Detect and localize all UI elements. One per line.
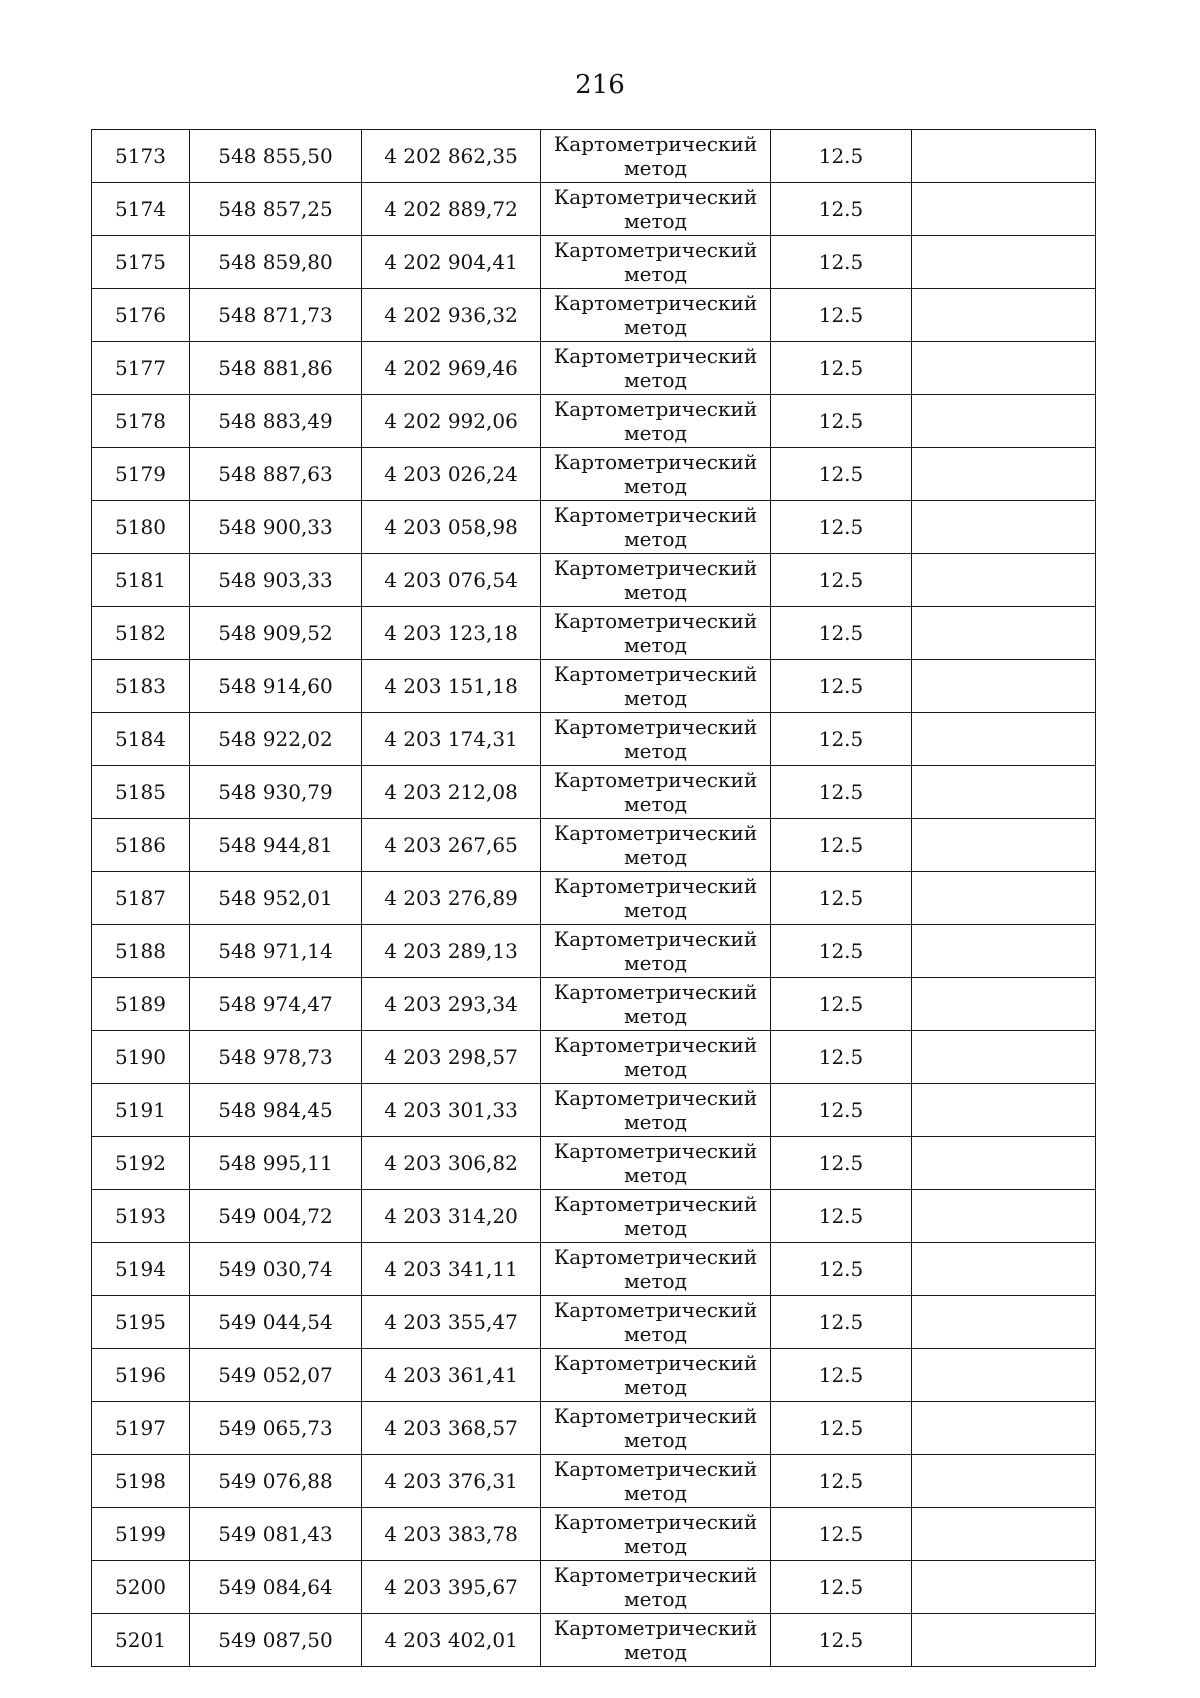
x-coordinate-cell: 549 076,88 xyxy=(190,1455,362,1508)
method-text-line1: Картометрический xyxy=(553,1457,758,1481)
y-coordinate-cell: 4 202 904,41 xyxy=(362,236,541,289)
empty-cell xyxy=(912,819,1096,872)
point-number-cell: 5174 xyxy=(92,183,190,236)
method-text-line1: Картометрический xyxy=(553,821,758,845)
method-text-line2: метод xyxy=(624,1216,687,1240)
point-number-cell: 5178 xyxy=(92,395,190,448)
method-text-line2: метод xyxy=(624,262,687,286)
method-text-line1: Картометрический xyxy=(553,1086,758,1110)
empty-cell xyxy=(912,1031,1096,1084)
method-text-line2: метод xyxy=(624,1481,687,1505)
empty-cell xyxy=(912,554,1096,607)
table-row xyxy=(92,1084,1096,1137)
point-number-cell: 5188 xyxy=(92,925,190,978)
method-cell xyxy=(541,1349,771,1402)
y-coordinate-cell: 4 203 123,18 xyxy=(362,607,541,660)
x-coordinate-cell: 548 944,81 xyxy=(190,819,362,872)
coordinates-table-body xyxy=(92,130,1096,1667)
method-cell xyxy=(541,925,771,978)
point-number-cell: 5184 xyxy=(92,713,190,766)
empty-cell xyxy=(912,501,1096,554)
precision-cell: 12.5 xyxy=(771,289,912,342)
empty-cell xyxy=(912,607,1096,660)
table-row xyxy=(92,766,1096,819)
y-coordinate-cell: 4 203 361,41 xyxy=(362,1349,541,1402)
method-text-line2: метод xyxy=(624,898,687,922)
x-coordinate-cell: 548 857,25 xyxy=(190,183,362,236)
method-cell xyxy=(541,1614,771,1667)
point-number-cell: 5182 xyxy=(92,607,190,660)
point-number-cell: 5201 xyxy=(92,1614,190,1667)
method-text-line1: Картометрический xyxy=(553,556,758,580)
point-number-cell: 5193 xyxy=(92,1190,190,1243)
table-row xyxy=(92,342,1096,395)
empty-cell xyxy=(912,978,1096,1031)
y-coordinate-cell: 4 203 026,24 xyxy=(362,448,541,501)
point-number-cell: 5195 xyxy=(92,1296,190,1349)
page-number: 216 xyxy=(575,70,625,100)
empty-cell xyxy=(912,1137,1096,1190)
method-text-line2: метод xyxy=(624,845,687,869)
x-coordinate-cell: 548 978,73 xyxy=(190,1031,362,1084)
method-text-line2: метод xyxy=(624,1428,687,1452)
point-number-cell: 5191 xyxy=(92,1084,190,1137)
method-cell xyxy=(541,713,771,766)
point-number-cell: 5186 xyxy=(92,819,190,872)
method-cell xyxy=(541,1296,771,1349)
method-text-line2: метод xyxy=(624,368,687,392)
table-row xyxy=(92,1614,1096,1667)
coordinates-table xyxy=(91,129,1096,1667)
y-coordinate-cell: 4 203 395,67 xyxy=(362,1561,541,1614)
x-coordinate-cell: 548 903,33 xyxy=(190,554,362,607)
method-cell xyxy=(541,554,771,607)
table-row xyxy=(92,713,1096,766)
table-row xyxy=(92,1349,1096,1402)
y-coordinate-cell: 4 203 212,08 xyxy=(362,766,541,819)
x-coordinate-cell: 549 004,72 xyxy=(190,1190,362,1243)
point-number-cell: 5177 xyxy=(92,342,190,395)
method-cell xyxy=(541,395,771,448)
precision-cell: 12.5 xyxy=(771,1402,912,1455)
method-text-line2: метод xyxy=(624,951,687,975)
method-cell xyxy=(541,1508,771,1561)
precision-cell: 12.5 xyxy=(771,766,912,819)
x-coordinate-cell: 548 930,79 xyxy=(190,766,362,819)
table-row xyxy=(92,607,1096,660)
y-coordinate-cell: 4 203 298,57 xyxy=(362,1031,541,1084)
method-text-line1: Картометрический xyxy=(553,1563,758,1587)
table-row xyxy=(92,1296,1096,1349)
precision-cell: 12.5 xyxy=(771,1137,912,1190)
table-row xyxy=(92,872,1096,925)
point-number-cell: 5192 xyxy=(92,1137,190,1190)
x-coordinate-cell: 549 065,73 xyxy=(190,1402,362,1455)
table-row xyxy=(92,660,1096,713)
table-row xyxy=(92,1190,1096,1243)
empty-cell xyxy=(912,236,1096,289)
y-coordinate-cell: 4 202 862,35 xyxy=(362,130,541,183)
point-number-cell: 5190 xyxy=(92,1031,190,1084)
table-row xyxy=(92,448,1096,501)
point-number-cell: 5183 xyxy=(92,660,190,713)
y-coordinate-cell: 4 203 383,78 xyxy=(362,1508,541,1561)
y-coordinate-cell: 4 202 969,46 xyxy=(362,342,541,395)
table-row xyxy=(92,1508,1096,1561)
table-row xyxy=(92,1137,1096,1190)
empty-cell xyxy=(912,1614,1096,1667)
x-coordinate-cell: 549 087,50 xyxy=(190,1614,362,1667)
method-cell xyxy=(541,342,771,395)
method-text-line1: Картометрический xyxy=(553,1192,758,1216)
precision-cell: 12.5 xyxy=(771,342,912,395)
method-text-line1: Картометрический xyxy=(553,185,758,209)
y-coordinate-cell: 4 203 301,33 xyxy=(362,1084,541,1137)
point-number-cell: 5181 xyxy=(92,554,190,607)
method-text-line1: Картометрический xyxy=(553,503,758,527)
table-row xyxy=(92,978,1096,1031)
y-coordinate-cell: 4 202 936,32 xyxy=(362,289,541,342)
point-number-cell: 5198 xyxy=(92,1455,190,1508)
x-coordinate-cell: 548 859,80 xyxy=(190,236,362,289)
y-coordinate-cell: 4 202 889,72 xyxy=(362,183,541,236)
method-text-line2: метод xyxy=(624,1004,687,1028)
precision-cell: 12.5 xyxy=(771,660,912,713)
method-text-line2: метод xyxy=(624,1110,687,1134)
method-cell xyxy=(541,1561,771,1614)
point-number-cell: 5189 xyxy=(92,978,190,1031)
y-coordinate-cell: 4 203 368,57 xyxy=(362,1402,541,1455)
point-number-cell: 5197 xyxy=(92,1402,190,1455)
precision-cell: 12.5 xyxy=(771,1243,912,1296)
method-cell xyxy=(541,1402,771,1455)
x-coordinate-cell: 548 855,50 xyxy=(190,130,362,183)
empty-cell xyxy=(912,448,1096,501)
method-text-line2: метод xyxy=(624,527,687,551)
precision-cell: 12.5 xyxy=(771,395,912,448)
empty-cell xyxy=(912,289,1096,342)
x-coordinate-cell: 549 081,43 xyxy=(190,1508,362,1561)
y-coordinate-cell: 4 203 314,20 xyxy=(362,1190,541,1243)
table-row xyxy=(92,1402,1096,1455)
method-cell xyxy=(541,448,771,501)
empty-cell xyxy=(912,1508,1096,1561)
x-coordinate-cell: 549 030,74 xyxy=(190,1243,362,1296)
method-text-line2: метод xyxy=(624,315,687,339)
method-text-line1: Картометрический xyxy=(553,1298,758,1322)
method-text-line1: Картометрический xyxy=(553,450,758,474)
x-coordinate-cell: 549 084,64 xyxy=(190,1561,362,1614)
empty-cell xyxy=(912,130,1096,183)
table-row xyxy=(92,501,1096,554)
method-cell xyxy=(541,130,771,183)
table-row xyxy=(92,130,1096,183)
method-text-line2: метод xyxy=(624,1163,687,1187)
method-text-line1: Картометрический xyxy=(553,1404,758,1428)
method-cell xyxy=(541,660,771,713)
x-coordinate-cell: 548 887,63 xyxy=(190,448,362,501)
x-coordinate-cell: 548 952,01 xyxy=(190,872,362,925)
table-row xyxy=(92,289,1096,342)
y-coordinate-cell: 4 203 076,54 xyxy=(362,554,541,607)
method-text-line2: метод xyxy=(624,1534,687,1558)
x-coordinate-cell: 548 914,60 xyxy=(190,660,362,713)
x-coordinate-cell: 548 883,49 xyxy=(190,395,362,448)
precision-cell: 12.5 xyxy=(771,607,912,660)
y-coordinate-cell: 4 203 151,18 xyxy=(362,660,541,713)
method-text-line2: метод xyxy=(624,1587,687,1611)
method-text-line2: метод xyxy=(624,1057,687,1081)
precision-cell: 12.5 xyxy=(771,713,912,766)
method-text-line2: метод xyxy=(624,209,687,233)
method-text-line2: метод xyxy=(624,686,687,710)
y-coordinate-cell: 4 203 341,11 xyxy=(362,1243,541,1296)
x-coordinate-cell: 548 984,45 xyxy=(190,1084,362,1137)
y-coordinate-cell: 4 202 992,06 xyxy=(362,395,541,448)
table-row xyxy=(92,1031,1096,1084)
method-cell xyxy=(541,289,771,342)
precision-cell: 12.5 xyxy=(771,925,912,978)
method-cell xyxy=(541,1084,771,1137)
empty-cell xyxy=(912,1084,1096,1137)
method-cell xyxy=(541,1243,771,1296)
method-text-line1: Картометрический xyxy=(553,927,758,951)
method-text-line1: Картометрический xyxy=(553,291,758,315)
x-coordinate-cell: 548 971,14 xyxy=(190,925,362,978)
method-text-line2: метод xyxy=(624,1375,687,1399)
method-text-line2: метод xyxy=(624,474,687,498)
method-text-line1: Картометрический xyxy=(553,715,758,739)
method-text-line1: Картометрический xyxy=(553,662,758,686)
empty-cell xyxy=(912,183,1096,236)
method-text-line1: Картометрический xyxy=(553,874,758,898)
point-number-cell: 5173 xyxy=(92,130,190,183)
method-text-line2: метод xyxy=(624,1269,687,1293)
point-number-cell: 5180 xyxy=(92,501,190,554)
y-coordinate-cell: 4 203 306,82 xyxy=(362,1137,541,1190)
method-text-line1: Картометрический xyxy=(553,1616,758,1640)
y-coordinate-cell: 4 203 174,31 xyxy=(362,713,541,766)
table-row xyxy=(92,183,1096,236)
table-row xyxy=(92,1561,1096,1614)
x-coordinate-cell: 549 052,07 xyxy=(190,1349,362,1402)
method-text-line2: метод xyxy=(624,1322,687,1346)
empty-cell xyxy=(912,1296,1096,1349)
empty-cell xyxy=(912,395,1096,448)
method-text-line1: Картометрический xyxy=(553,768,758,792)
empty-cell xyxy=(912,342,1096,395)
method-text-line1: Картометрический xyxy=(553,1139,758,1163)
x-coordinate-cell: 548 922,02 xyxy=(190,713,362,766)
method-cell xyxy=(541,766,771,819)
y-coordinate-cell: 4 203 355,47 xyxy=(362,1296,541,1349)
method-cell xyxy=(541,183,771,236)
empty-cell xyxy=(912,1243,1096,1296)
method-text-line2: метод xyxy=(624,580,687,604)
empty-cell xyxy=(912,925,1096,978)
point-number-cell: 5196 xyxy=(92,1349,190,1402)
table-row xyxy=(92,819,1096,872)
empty-cell xyxy=(912,1561,1096,1614)
method-text-line2: метод xyxy=(624,792,687,816)
precision-cell: 12.5 xyxy=(771,554,912,607)
x-coordinate-cell: 548 909,52 xyxy=(190,607,362,660)
precision-cell: 12.5 xyxy=(771,819,912,872)
table-row xyxy=(92,1455,1096,1508)
empty-cell xyxy=(912,872,1096,925)
x-coordinate-cell: 548 881,86 xyxy=(190,342,362,395)
method-cell xyxy=(541,872,771,925)
precision-cell: 12.5 xyxy=(771,1455,912,1508)
empty-cell xyxy=(912,1190,1096,1243)
empty-cell xyxy=(912,1349,1096,1402)
precision-cell: 12.5 xyxy=(771,1508,912,1561)
method-cell xyxy=(541,1137,771,1190)
precision-cell: 12.5 xyxy=(771,1296,912,1349)
method-text-line1: Картометрический xyxy=(553,1351,758,1375)
precision-cell: 12.5 xyxy=(771,236,912,289)
precision-cell: 12.5 xyxy=(771,1349,912,1402)
method-text-line2: метод xyxy=(624,633,687,657)
table-row xyxy=(92,925,1096,978)
x-coordinate-cell: 548 974,47 xyxy=(190,978,362,1031)
precision-cell: 12.5 xyxy=(771,872,912,925)
empty-cell xyxy=(912,1455,1096,1508)
point-number-cell: 5185 xyxy=(92,766,190,819)
method-cell xyxy=(541,607,771,660)
y-coordinate-cell: 4 203 293,34 xyxy=(362,978,541,1031)
y-coordinate-cell: 4 203 267,65 xyxy=(362,819,541,872)
method-cell xyxy=(541,501,771,554)
y-coordinate-cell: 4 203 289,13 xyxy=(362,925,541,978)
precision-cell: 12.5 xyxy=(771,1084,912,1137)
precision-cell: 12.5 xyxy=(771,978,912,1031)
x-coordinate-cell: 548 871,73 xyxy=(190,289,362,342)
point-number-cell: 5179 xyxy=(92,448,190,501)
point-number-cell: 5199 xyxy=(92,1508,190,1561)
x-coordinate-cell: 548 900,33 xyxy=(190,501,362,554)
method-cell xyxy=(541,819,771,872)
method-text-line1: Картометрический xyxy=(553,609,758,633)
point-number-cell: 5175 xyxy=(92,236,190,289)
point-number-cell: 5200 xyxy=(92,1561,190,1614)
precision-cell: 12.5 xyxy=(771,501,912,554)
method-cell xyxy=(541,236,771,289)
empty-cell xyxy=(912,660,1096,713)
x-coordinate-cell: 549 044,54 xyxy=(190,1296,362,1349)
method-cell xyxy=(541,1031,771,1084)
empty-cell xyxy=(912,1402,1096,1455)
method-text-line1: Картометрический xyxy=(553,1510,758,1534)
point-number-cell: 5176 xyxy=(92,289,190,342)
x-coordinate-cell: 548 995,11 xyxy=(190,1137,362,1190)
table-row xyxy=(92,395,1096,448)
empty-cell xyxy=(912,713,1096,766)
y-coordinate-cell: 4 203 402,01 xyxy=(362,1614,541,1667)
method-cell xyxy=(541,1455,771,1508)
table-row xyxy=(92,1243,1096,1296)
precision-cell: 12.5 xyxy=(771,1031,912,1084)
method-text-line1: Картометрический xyxy=(553,344,758,368)
method-text-line1: Картометрический xyxy=(553,238,758,262)
method-text-line2: метод xyxy=(624,156,687,180)
precision-cell: 12.5 xyxy=(771,1614,912,1667)
method-text-line1: Картометрический xyxy=(553,1033,758,1057)
method-cell xyxy=(541,1190,771,1243)
precision-cell: 12.5 xyxy=(771,183,912,236)
precision-cell: 12.5 xyxy=(771,448,912,501)
empty-cell xyxy=(912,766,1096,819)
method-text-line2: метод xyxy=(624,1640,687,1664)
method-text-line1: Картометрический xyxy=(553,132,758,156)
method-text-line1: Картометрический xyxy=(553,397,758,421)
method-text-line1: Картометрический xyxy=(553,980,758,1004)
method-cell xyxy=(541,978,771,1031)
table-row xyxy=(92,236,1096,289)
method-text-line2: метод xyxy=(624,739,687,763)
table-row xyxy=(92,554,1096,607)
y-coordinate-cell: 4 203 376,31 xyxy=(362,1455,541,1508)
y-coordinate-cell: 4 203 276,89 xyxy=(362,872,541,925)
precision-cell: 12.5 xyxy=(771,1190,912,1243)
point-number-cell: 5194 xyxy=(92,1243,190,1296)
method-text-line2: метод xyxy=(624,421,687,445)
method-text-line1: Картометрический xyxy=(553,1245,758,1269)
point-number-cell: 5187 xyxy=(92,872,190,925)
precision-cell: 12.5 xyxy=(771,1561,912,1614)
y-coordinate-cell: 4 203 058,98 xyxy=(362,501,541,554)
precision-cell: 12.5 xyxy=(771,130,912,183)
